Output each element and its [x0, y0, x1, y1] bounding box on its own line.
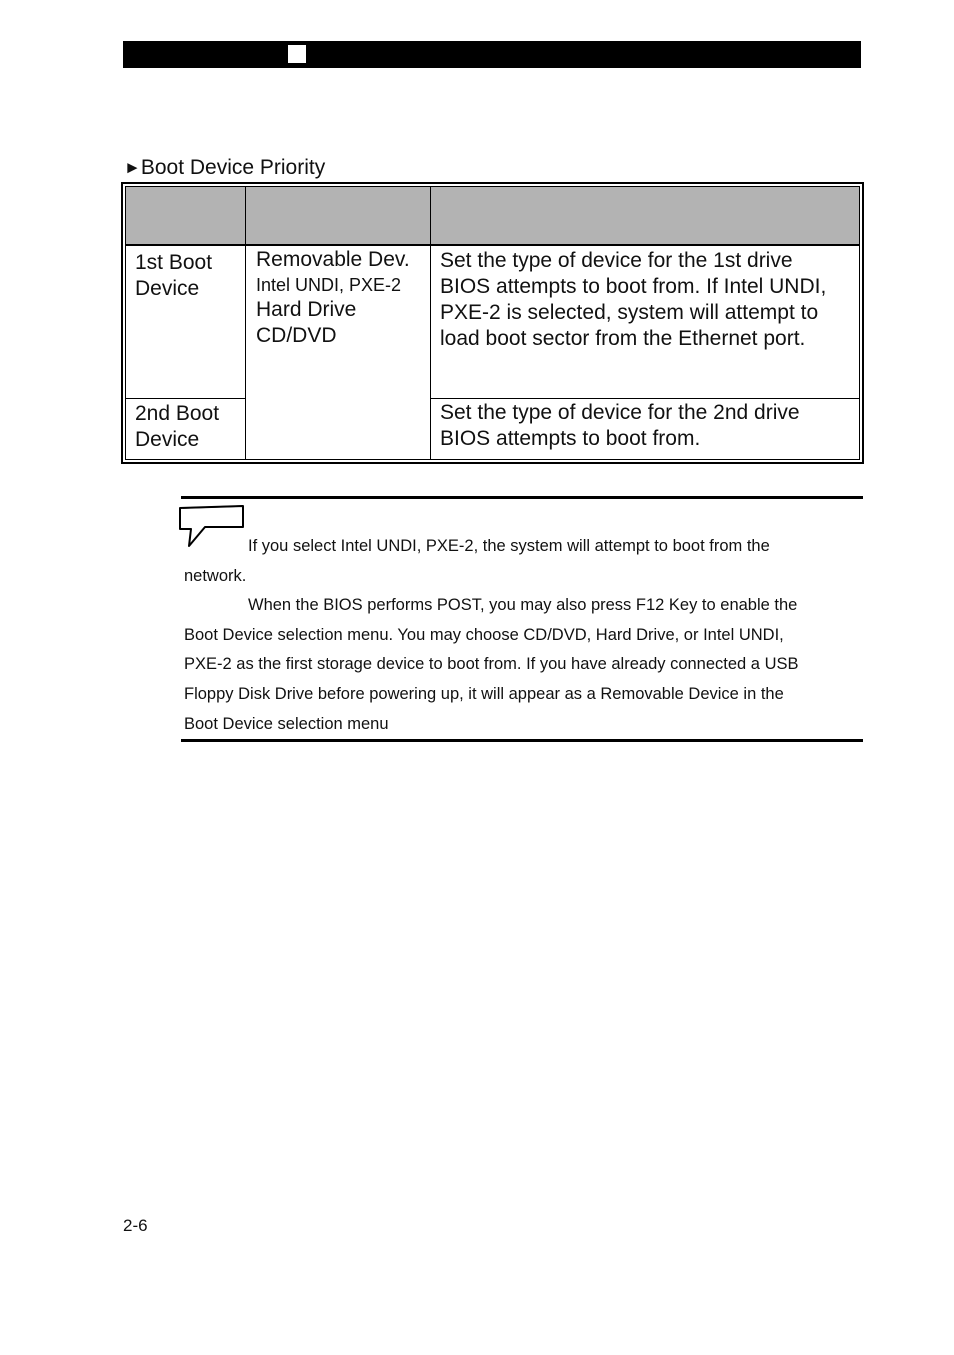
note-line: If you select Intel UNDI, PXE-2, the system will attempt to boot from the — [248, 537, 770, 555]
item-label-line: Device — [135, 427, 200, 451]
note-line: network. — [184, 566, 247, 585]
option-removable-dev: Removable Dev. — [256, 248, 410, 271]
note-bottom-rule — [181, 739, 863, 742]
boot-priority-table — [125, 186, 860, 460]
note-paragraph-1 — [184, 532, 864, 591]
description-line: Set the type of device for the 2nd drive — [440, 400, 800, 424]
table-header-row — [126, 187, 860, 246]
table-row — [126, 398, 860, 459]
note-line: Boot Device selection menu. You may choose CD/DVD, Hard Drive, or Intel UNDI, — [184, 625, 784, 644]
options-cell — [246, 245, 431, 460]
note-paragraph-2 — [184, 591, 864, 739]
section-heading — [124, 155, 325, 182]
description-cell-2nd-boot-device — [431, 398, 860, 459]
option-intel-undi-pxe2: Intel UNDI, PXE-2 — [256, 275, 402, 295]
header-bar — [123, 41, 861, 68]
page-number: 2-6 — [123, 1216, 148, 1235]
note-line: PXE-2 as the first storage device to boot from. If you have already connected a USB — [184, 655, 799, 674]
item-cell-1st-boot-device — [126, 245, 246, 398]
item-cell-2nd-boot-device — [126, 398, 246, 459]
item-label-line: 2nd Boot — [135, 401, 220, 425]
header-cell-description — [431, 187, 860, 246]
item-label-line: 1st Boot — [135, 251, 213, 274]
description-line: BIOS attempts to boot from. — [440, 426, 701, 450]
note-line: Boot Device selection menu — [184, 714, 389, 733]
header-cell-options — [246, 187, 431, 246]
header-square-marker — [288, 45, 306, 63]
pointer-arrow-icon: ► — [124, 158, 141, 177]
boot-priority-table-frame — [121, 182, 864, 464]
section-title: Boot Device Priority — [140, 156, 326, 179]
description-line: load boot sector from the Ethernet port. — [440, 327, 806, 350]
note-line: Floppy Disk Drive before powering up, it will appear as a Removable Device in the — [184, 684, 784, 703]
option-cd-dvd: CD/DVD — [256, 324, 337, 347]
note-text — [184, 532, 864, 739]
note-line: When the BIOS performs POST, you may also press F12 Key to enable the — [248, 596, 798, 615]
description-line: PXE-2 is selected, system will attempt to — [440, 301, 819, 324]
header-cell-item — [126, 187, 246, 246]
description-line: BIOS attempts to boot from. If Intel UNDI, — [440, 275, 827, 298]
note-top-rule — [181, 496, 863, 499]
option-hard-drive: Hard Drive — [256, 298, 357, 321]
item-label-line: Device — [135, 277, 200, 300]
description-line: Set the type of device for the 1st drive — [440, 249, 793, 272]
table-row — [126, 245, 860, 398]
description-cell-1st-boot-device — [431, 245, 860, 398]
